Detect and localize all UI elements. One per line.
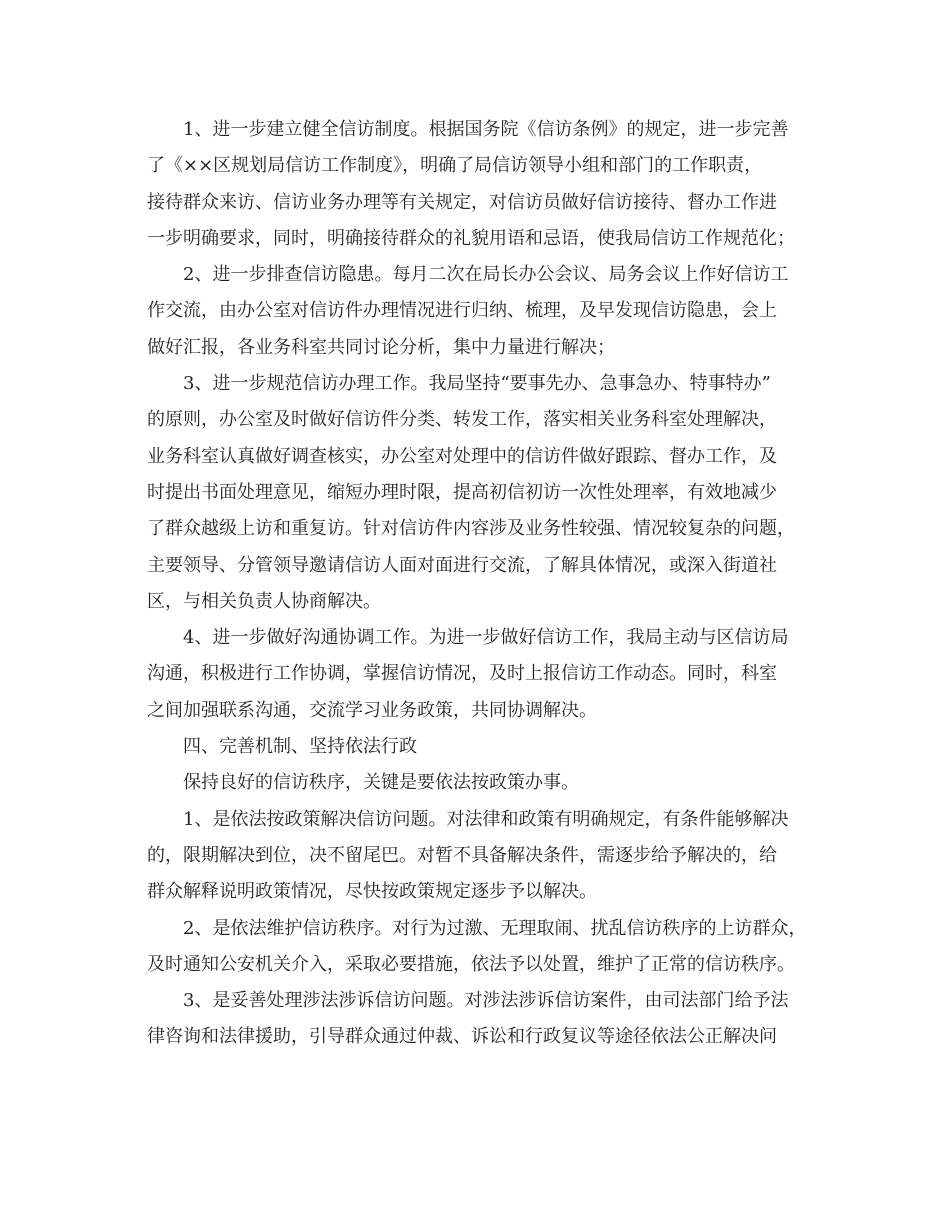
- text-line: 保持良好的信访秩序，关键是要依法按政策办事。: [183, 772, 579, 794]
- text-line: 的原则，办公室及时做好信访件分类、转发工作，落实相关业务科室处理解决，: [147, 409, 777, 431]
- text-line: 3、进一步规范信访办理工作。我局坚持“要事先办、急事急办、特事特办”: [183, 373, 771, 395]
- text-line: 主要领导、分管领导邀请信访人面对面进行交流，了解具体情况，或深入街道社: [147, 554, 777, 576]
- text-line: 沟通，积极进行工作协调，掌握信访情况，及时上报信访工作动态。同时，科室: [147, 663, 777, 685]
- text-line: 3、是妥善处理涉法涉诉信访问题。对涉法涉诉信访案件，由司法部门给予法: [183, 990, 789, 1012]
- text-line: 的，限期解决到位，决不留尾巴。对暂不具备解决条件，需逐步给予解决的，给: [147, 844, 777, 866]
- text-line: 四、完善机制、坚持依法行政: [183, 736, 417, 758]
- text-line: 区，与相关负责人协商解决。: [147, 590, 381, 612]
- text-line: 1、是依法按政策解决信访问题。对法律和政策有明确规定，有条件能够解决: [183, 808, 789, 830]
- text-line: 接待群众来访、信访业务办理等有关规定，对信访员做好信访接待、督办工作进: [147, 191, 777, 213]
- text-line: 了群众越级上访和重复访。针对信访件内容涉及业务性较强、情况较复杂的问题，: [147, 518, 795, 540]
- text-line: 群众解释说明政策情况，尽快按政策规定逐步予以解决。: [147, 881, 597, 903]
- text-line: 做好汇报，各业务科室共同讨论分析，集中力量进行解决；: [147, 336, 615, 358]
- text-line: 律咨询和法律援助，引导群众通过仲裁、诉讼和行政复议等途径依法公正解决问: [147, 1026, 777, 1048]
- text-line: 1、进一步建立健全信访制度。根据国务院《信访条例》的规定，进一步完善: [183, 119, 789, 140]
- text-line: 及时通知公安机关介入，采取必要措施，依法予以处置，维护了正常的信访秩序。: [147, 953, 795, 975]
- document-body: [147, 112, 807, 1056]
- text-line: 业务科室认真做好调查核实，办公室对处理中的信访件做好跟踪、督办工作，及: [147, 445, 777, 467]
- text-line: 之间加强联系沟通，交流学习业务政策，共同协调解决。: [147, 699, 597, 721]
- text-line: 4、进一步做好沟通协调工作。为进一步做好信访工作，我局主动与区信访局: [183, 627, 789, 649]
- text-line: 2、是依法维护信访秩序。对行为过激、无理取闹、扰乱信访秩序的上访群众，: [183, 917, 807, 939]
- text-line: 时提出书面处理意见，缩短办理时限，提高初信初访一次性处理率，有效地减少: [147, 481, 777, 503]
- text-line: 2、进一步排查信访隐患。每月二次在局长办公会议、局务会议上作好信访工: [183, 264, 789, 286]
- text-line: 作交流，由办公室对信访件办理情况进行归纳、梳理，及早发现信访隐患，会上: [147, 300, 777, 322]
- text-line: 一步明确要求，同时，明确接待群众的礼貌用语和忌语，使我局信访工作规范化；: [147, 227, 795, 249]
- text-line: 了《××区规划局信访工作制度》，明确了局信访领导小组和部门的工作职责，: [147, 155, 763, 177]
